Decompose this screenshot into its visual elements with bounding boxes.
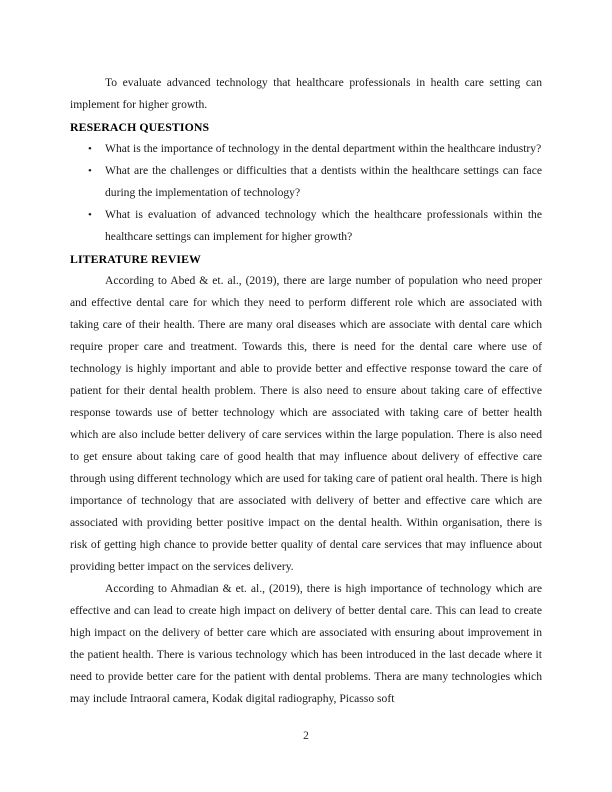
literature-review-paragraph-1: According to Abed & et. al., (2019), there are large number of population who need proper and effective dental care for which they need to perform different role which are associated with taking care of their health. There are many oral diseases which are associate with dental care which require proper care and treatment. Towards this, there is need for the dental care where use of technology is highly important and able to provide better and effective response toward the care of patient for their dental health problem. There is also need to ensure about taking care of effective response towards use of better technology which are associated with taking care of better health which are also include better delivery of care services within the large population. There is also need to get ensure about taking care of good health that may influence about delivery of effective care through using different technology which are used for taking care of patient oral health. There is high importance of technology that are associated with delivery of better and effective care which are associated with providing better positive impact on the dental health. Within organisation, there is risk of getting high chance to provide better quality of dental care services that may influence about providing better impact on the services delivery. xyxy=(70,274,542,573)
page-number: 2 xyxy=(303,730,309,742)
bullet-icon: • xyxy=(88,165,92,177)
research-questions-heading: RESERACH QUESTIONS xyxy=(70,120,210,134)
bullet-icon: • xyxy=(88,143,92,155)
list-item xyxy=(70,138,542,160)
list-item-label: What is evaluation of advanced technology which the healthcare professionals within the healthcare settings can implement for higher growth? xyxy=(105,208,542,243)
literature-review-heading: LITERATURE REVIEW xyxy=(70,252,201,266)
list-item xyxy=(70,204,542,248)
bullet-icon: • xyxy=(88,209,92,221)
document-body xyxy=(70,72,542,710)
literature-review-paragraph-2: According to Ahmadian & et. al., (2019), there is high importance of technology which are effective and can lead to create high impact on delivery of better dental care. This can lead to create high impact on the delivery of better care which are associated with ensuring about improvement in the patient health. There is various technology which has been introduced in the last decade where it need to provide better care for the patient with dental problems. Thera are many technologies which may include Intraoral camera, Kodak digital radiography, Picasso soft xyxy=(70,582,542,705)
intro-paragraph: To evaluate advanced technology that healthcare professionals in health care setting can implement for higher growth. xyxy=(70,76,542,111)
list-item xyxy=(70,160,542,204)
list-item-label: What is the importance of technology in the dental department within the healthcare industry? xyxy=(105,142,542,155)
list-item-label: What are the challenges or difficulties that a dentists within the healthcare settings can face during the implementation of technology? xyxy=(105,164,542,199)
research-questions-list xyxy=(70,138,542,248)
